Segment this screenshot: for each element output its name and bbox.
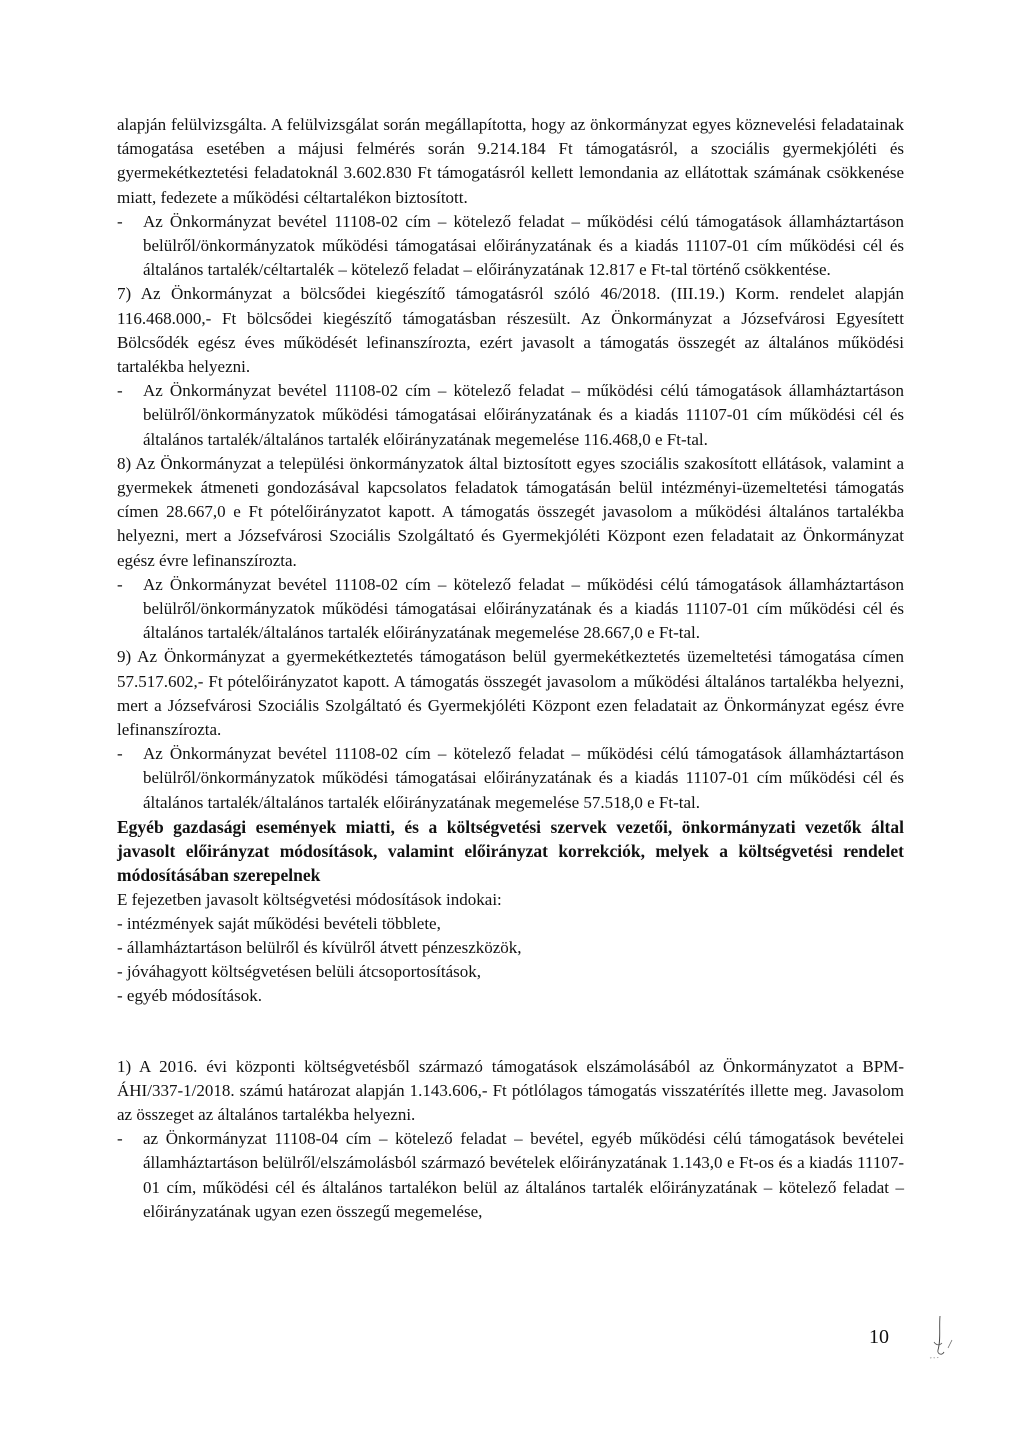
list-item: - intézmények saját működési bevételi többlete, [117,913,441,933]
bullet-reduction: - Az Önkormányzat bevétel 11108-02 cím – kötelező feladat – működési célú támogatások államháztartáson belülről/önkormányzatok működési támogatásai előirányzatának és a kiadás 11107-01 cím működési cél és általános tartalék/céltartalék – kötelező feladat – előirányzatának 12.817 e Ft-tal történő csökkentése. [117,210,904,283]
bullet-section-item-1: - az Önkormányzat 11108-04 cím – kötelező feladat – bevétel, egyéb működési célú támogatások bevételei államháztartáson belülről/elszámolásból származó bevételek előirányzatának 1.143,0 e Ft-os és a kiadás 11107-01 cím, működési cél és általános tartalékon belül az általános tartalék előirányzatának – kötelező feladat – előirányzatának ugyan ezen összegű megemelése, [117,1127,904,1224]
section-heading: Egyéb gazdasági események miatti, és a költségvetési szervek vezetői, önkormányzati vezetők által javasolt előirányzat módosítások, valamint előirányzat korrekciók, melyek a költségvetési rendelet módosításában szerepelnek [117,816,904,886]
reasons-list [117,888,904,1009]
bullet-item-7: - Az Önkormányzat bevétel 11108-02 cím – kötelező feladat – működési célú támogatások államháztartáson belülről/önkormányzatok működési támogatásai előirányzatának és a kiadás 11107-01 cím működési cél és általános tartalék/általános tartalék előirányzatának megemelése 116.468,0 e Ft-tal. [117,379,904,452]
list-item: - egyéb módosítások. [117,986,262,1006]
list-intro: E fejezetben javasolt költségvetési módosítások indokai: [117,889,502,909]
list-item: - államháztartáson belülről és kívülről átvett pénzeszközök, [117,937,522,957]
page-number: 10 [869,1326,889,1348]
signature-mark-icon [924,1312,958,1364]
paragraph-intro: alapján felülvizsgálta. A felülvizsgálat során megállapította, hogy az önkormányzat egyes köznevelési feladatainak támogatása esetében a májusi felmérés során 9.214.184 Ft támogatásról, a szociális gyermekjóléti és gyermekétkeztetési feladatoknál 3.602.830 Ft támogatásról kellett lemondania az ellátottak számának csökkenése miatt, fedezete a működési céltartalékon biztosított. [117,115,904,207]
paragraph-item-8: 8) Az Önkormányzat a települési önkormányzatok által biztosított egyes szociális szakosított ellátások, valamint a gyermekek átmeneti gondozásával kapcsolatos feladatok támogatásán belül intézményi-üzemeltetési támogatás címen 28.667,0 e Ft pótelőirányzatot kapott. A támogatás összegét javasolom a működési általános tartalékba helyezni, mert a Józsefvárosi Szociális Szolgáltató és Gyermekjóléti Központ ezen feladatait az Önkormányzat egész évre lefinanszírozta. [117,453,904,570]
paragraph-item-9: 9) Az Önkormányzat a gyermekétkeztetés támogatáson belül gyermekétkeztetés üzemeltetési támogatása címen 57.517.602,- Ft pótelőirányzatot kapott. A támogatás összegét javasolom a működési általános tartalékba helyezni, mert a Józsefvárosi Szociális Szolgáltató és Gyermekjóléti Központ ezen feladatait az Önkormányzat egész évre lefinanszírozta. [117,647,904,740]
bullet-item-9: - Az Önkormányzat bevétel 11108-02 cím – kötelező feladat – működési célú támogatások államháztartáson belülről/önkormányzatok működési támogatásai előirányzatának és a kiadás 11107-01 cím működési cél és általános tartalék/általános tartalék előirányzatának megemelése 57.518,0 e Ft-tal. [117,742,904,815]
paragraph-section-item-1: 1) A 2016. évi központi költségvetésből származó támogatások elszámolásából az Önkormányzatot a BPM-ÁHI/337-1/2018. számú határozat alapján 1.143.606,- Ft pótlólagos támogatás visszatérítés illette meg. Javasolom az összeget az általános tartalékba helyezni. [117,1056,904,1124]
document-body [117,113,904,1224]
list-item: - jóváhagyott költségvetésen belüli átcsoportosítások, [117,962,482,982]
bullet-item-8: - Az Önkormányzat bevétel 11108-02 cím – kötelező feladat – működési célú támogatások államháztartáson belülről/önkormányzatok működési támogatásai előirányzatának és a kiadás 11107-01 cím működési cél és általános tartalék/általános tartalék előirányzatának megemelése 28.667,0 e Ft-tal. [117,573,904,646]
paragraph-item-7: 7) Az Önkormányzat a bölcsődei kiegészítő támogatásról szóló 46/2018. (III.19.) Korm. rendelet alapján 116.468.000,- Ft bölcsődei kiegészítő támogatásban részesült. Az Önkormányzat a Józsefvárosi Egyesített Bölcsődék egész éves működését lefinanszírozta, ezért javasolt a támogatás összegét az általános működési tartalékba helyezni. [117,284,904,377]
